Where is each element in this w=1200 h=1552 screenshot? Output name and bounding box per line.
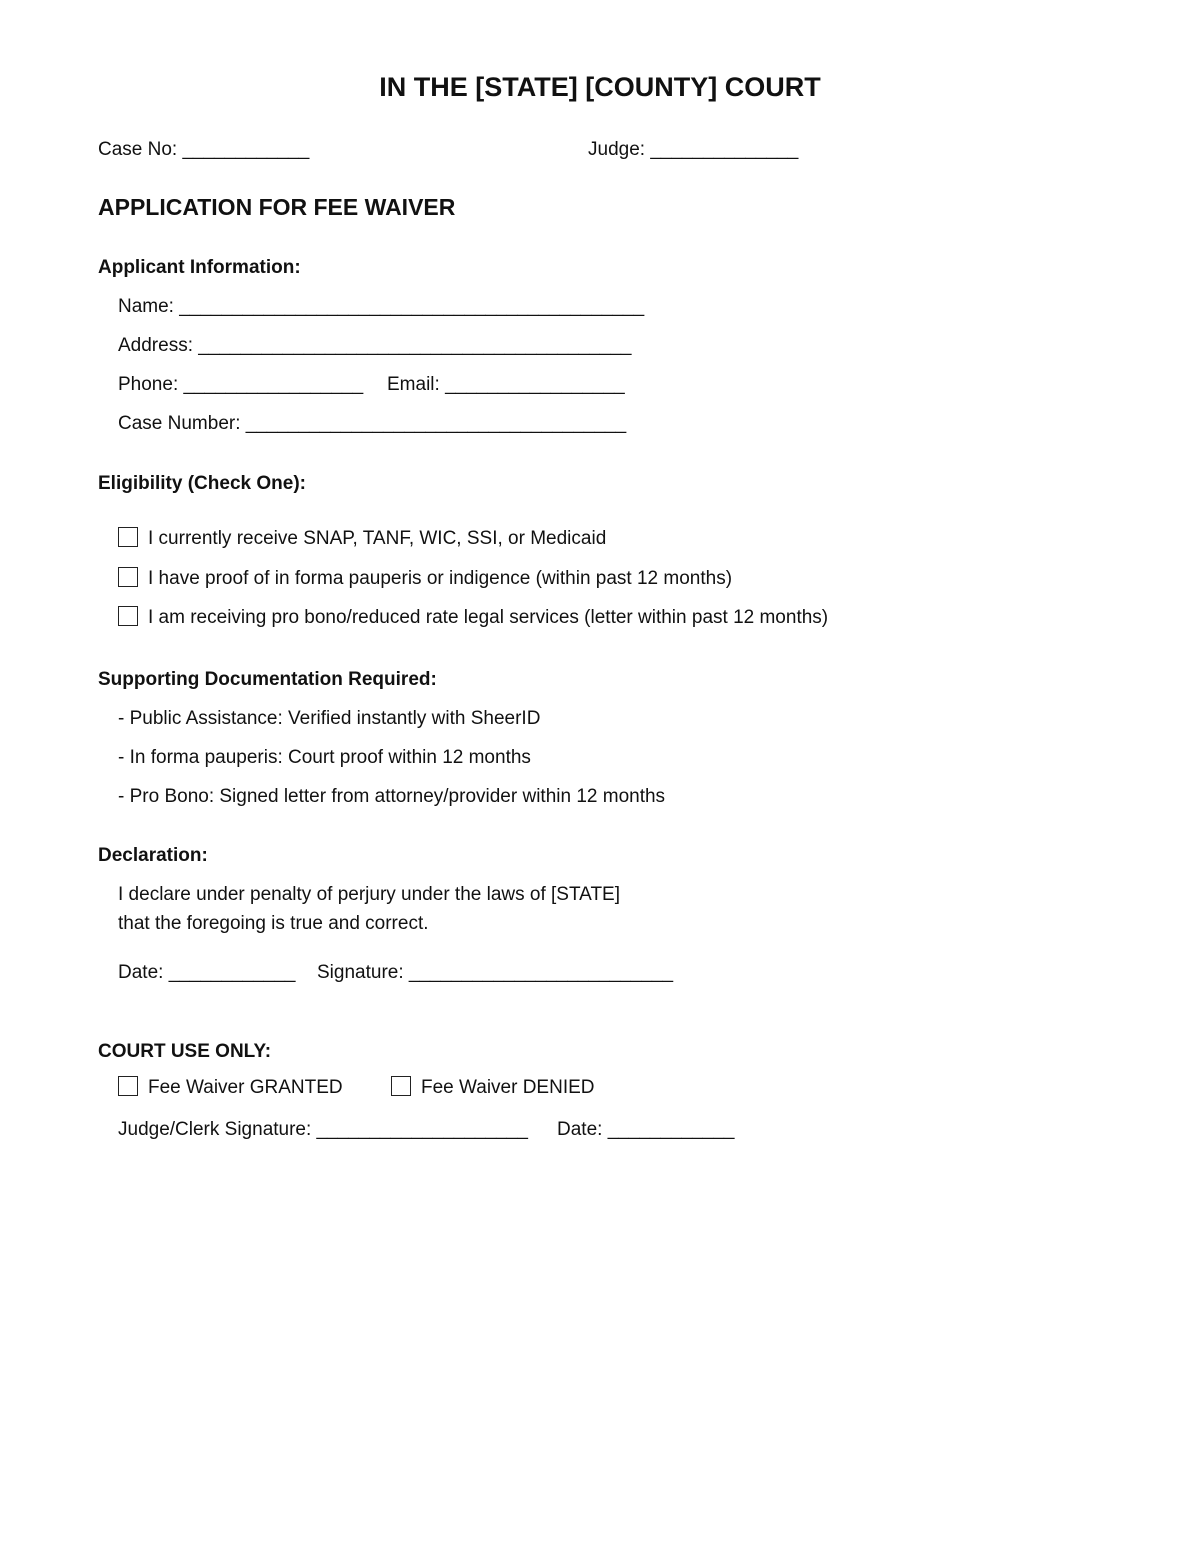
phone-field[interactable]: Phone: _________________ [118,374,364,395]
declaration-heading: Declaration: [98,845,208,866]
documentation-item: - Public Assistance: Verified instantly with SheerID [118,708,541,729]
court-use-heading: COURT USE ONLY: [98,1041,272,1062]
eligibility-option[interactable] [118,527,606,550]
checkbox[interactable] [118,567,138,587]
email-field[interactable]: Email: _________________ [387,374,625,395]
court-date-field[interactable]: Date: ____________ [557,1119,735,1140]
option-label: I am receiving pro bono/reduced rate legal services (letter within past 12 months) [148,607,829,628]
eligibility-heading: Eligibility (Check One): [98,473,306,494]
court-title: IN THE [STATE] [COUNTY] COURT [379,72,821,102]
option-label: I currently receive SNAP, TANF, WIC, SSI, or Medicaid [148,528,607,549]
judge-field[interactable]: Judge: ______________ [588,139,799,160]
denied-option[interactable] [391,1076,595,1099]
address-field[interactable]: Address: _________________________________________ [118,335,632,356]
option-label: I have proof of in forma pauperis or indigence (within past 12 months) [148,568,733,589]
denied-label: Fee Waiver DENIED [421,1077,595,1098]
documentation-heading: Supporting Documentation Required: [98,669,437,690]
declaration-date-field[interactable]: Date: ____________ [118,962,296,983]
checkbox[interactable] [118,1076,138,1096]
declaration-signature-field[interactable]: Signature: _________________________ [317,962,674,983]
case-no-field[interactable]: Case No: ____________ [98,139,310,160]
documentation-item: - In forma pauperis: Court proof within 12 months [118,747,531,768]
eligibility-option[interactable] [118,567,732,590]
checkbox[interactable] [391,1076,411,1096]
checkbox[interactable] [118,606,138,626]
documentation-item: - Pro Bono: Signed letter from attorney/provider within 12 months [118,786,666,807]
name-field[interactable]: Name: ____________________________________________ [118,296,645,317]
checkbox[interactable] [118,527,138,547]
case-number-field[interactable]: Case Number: ____________________________________ [118,413,627,434]
applicant-heading: Applicant Information: [98,257,301,278]
granted-option[interactable] [118,1076,343,1099]
clerk-signature-field[interactable]: Judge/Clerk Signature: ____________________ [118,1119,528,1140]
eligibility-option[interactable] [118,606,828,629]
form-title: APPLICATION FOR FEE WAIVER [98,194,456,220]
granted-label: Fee Waiver GRANTED [148,1077,343,1098]
declaration-text-1: I declare under penalty of perjury under the laws of [STATE] [118,884,620,905]
declaration-text-2: that the foregoing is true and correct. [118,913,429,934]
